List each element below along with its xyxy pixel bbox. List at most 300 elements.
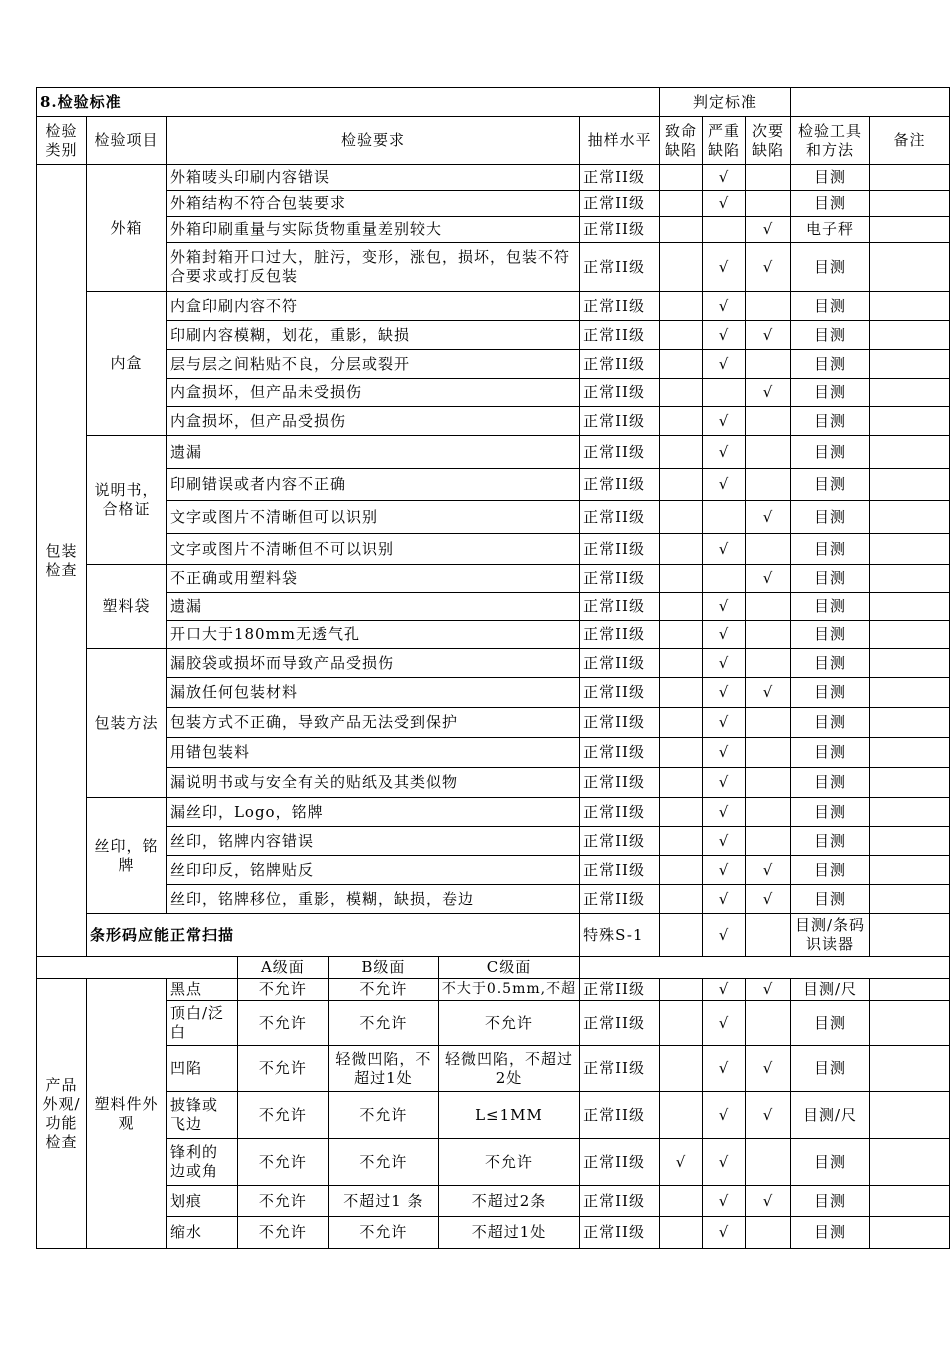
fatal-mark <box>660 243 703 292</box>
minor-mark: √ <box>746 321 791 350</box>
minor-mark: √ <box>746 217 791 243</box>
defect-cell: 划痕 <box>166 1186 237 1217</box>
fatal-mark <box>660 534 703 565</box>
sampling-cell: 正常II级 <box>580 885 660 914</box>
note-cell <box>869 191 949 217</box>
major-mark: √ <box>703 798 746 827</box>
header-requirement: 检验要求 <box>166 117 579 165</box>
tool-cell: 目测 <box>791 621 870 649</box>
surface-a-cell: 不允许 <box>237 1139 328 1186</box>
minor-mark: √ <box>746 1046 791 1092</box>
table-row <box>37 593 950 621</box>
fatal-mark <box>660 1092 703 1139</box>
note-cell <box>869 407 949 436</box>
table-row <box>37 885 950 914</box>
sampling-cell: 正常II级 <box>580 1186 660 1217</box>
header-note: 备注 <box>869 117 949 165</box>
sampling-cell: 正常II级 <box>580 1046 660 1092</box>
note-cell <box>869 1001 949 1046</box>
sampling-cell: 正常II级 <box>580 738 660 768</box>
fatal-mark <box>660 565 703 593</box>
requirement-cell: 内盒损坏，但产品受损伤 <box>166 407 579 436</box>
surface-a-cell: 不允许 <box>237 979 328 1001</box>
defect-cell: 顶白/泛白 <box>166 1001 237 1046</box>
fatal-mark <box>660 885 703 914</box>
sampling-cell: 正常II级 <box>580 501 660 534</box>
requirement-cell: 漏说明书或与安全有关的贴纸及其类似物 <box>166 768 579 798</box>
tool-cell: 目测 <box>791 678 870 708</box>
minor-mark <box>746 1217 791 1249</box>
sampling-cell: 正常II级 <box>580 649 660 678</box>
note-cell <box>869 885 949 914</box>
major-mark: √ <box>703 1217 746 1249</box>
surface-c-cell: 轻微凹陷，不超过2处 <box>438 1046 579 1092</box>
surface-a-header: A级面 <box>237 957 328 979</box>
minor-mark <box>746 191 791 217</box>
surface-b-cell: 不允许 <box>328 1001 438 1046</box>
major-mark: √ <box>703 165 746 191</box>
minor-mark: √ <box>746 1092 791 1139</box>
surface-a-cell: 不允许 <box>237 1046 328 1092</box>
fatal-mark <box>660 678 703 708</box>
tool-cell: 目测 <box>791 1001 870 1046</box>
note-cell <box>869 379 949 407</box>
tool-cell: 目测 <box>791 292 870 321</box>
defect-cell: 缩水 <box>166 1217 237 1249</box>
minor-mark <box>746 738 791 768</box>
major-mark: √ <box>703 436 746 469</box>
table-row <box>37 678 950 708</box>
major-mark: √ <box>703 914 746 957</box>
requirement-cell: 外箱印刷重量与实际货物重量差别较大 <box>166 217 579 243</box>
minor-mark <box>746 593 791 621</box>
tool-cell: 目测 <box>791 593 870 621</box>
major-mark: √ <box>703 708 746 738</box>
item-outer-box: 外箱 <box>86 165 166 292</box>
defect-cell: 披锋或飞边 <box>166 1092 237 1139</box>
note-cell <box>869 1139 949 1186</box>
sampling-cell: 正常II级 <box>580 1001 660 1046</box>
note-cell <box>869 798 949 827</box>
surface-b-cell: 不允许 <box>328 1139 438 1186</box>
major-mark: √ <box>703 1001 746 1046</box>
table-row <box>37 1186 950 1217</box>
surface-c-cell: 不大于0.5mm,不超 <box>438 979 579 1001</box>
tool-cell: 目测 <box>791 1139 870 1186</box>
header-category: 检验类别 <box>37 117 87 165</box>
tool-cell: 目测 <box>791 1046 870 1092</box>
fatal-mark <box>660 1217 703 1249</box>
tool-cell: 电子秤 <box>791 217 870 243</box>
minor-mark <box>746 292 791 321</box>
minor-mark <box>746 768 791 798</box>
requirement-cell: 层与层之间粘贴不良，分层或裂开 <box>166 350 579 379</box>
fatal-mark <box>660 708 703 738</box>
major-mark <box>703 379 746 407</box>
sampling-cell: 正常II级 <box>580 350 660 379</box>
major-mark: √ <box>703 350 746 379</box>
item-plastic-part: 塑料件外观 <box>86 979 166 1249</box>
sampling-cell: 正常II级 <box>580 768 660 798</box>
fatal-mark <box>660 621 703 649</box>
note-cell <box>869 738 949 768</box>
tool-cell: 目测 <box>791 1217 870 1249</box>
empty-header-cell <box>791 88 950 117</box>
sampling-cell: 正常II级 <box>580 827 660 856</box>
table-row <box>37 768 950 798</box>
tool-cell: 目测 <box>791 885 870 914</box>
major-mark: √ <box>703 768 746 798</box>
header-major: 严重缺陷 <box>703 117 746 165</box>
table-row <box>37 649 950 678</box>
tool-cell: 目测 <box>791 565 870 593</box>
minor-mark <box>746 165 791 191</box>
minor-mark <box>746 708 791 738</box>
table-row <box>37 469 950 501</box>
major-mark: √ <box>703 856 746 885</box>
fatal-mark <box>660 979 703 1001</box>
surface-b-cell: 不超过1 条 <box>328 1186 438 1217</box>
table-row <box>37 165 950 191</box>
fatal-mark <box>660 649 703 678</box>
requirement-cell: 丝印，铭牌内容错误 <box>166 827 579 856</box>
table-row <box>37 565 950 593</box>
fatal-mark <box>660 191 703 217</box>
sampling-cell: 正常II级 <box>580 708 660 738</box>
major-mark <box>703 501 746 534</box>
major-mark: √ <box>703 1139 746 1186</box>
tool-cell: 目测 <box>791 321 870 350</box>
fatal-mark <box>660 379 703 407</box>
table-row <box>37 292 950 321</box>
sampling-cell: 正常II级 <box>580 621 660 649</box>
table-row <box>37 534 950 565</box>
table-row <box>37 827 950 856</box>
note-cell <box>869 768 949 798</box>
major-mark: √ <box>703 1046 746 1092</box>
tool-cell: 目测 <box>791 350 870 379</box>
note-cell <box>869 621 949 649</box>
surface-a-cell: 不允许 <box>237 1092 328 1139</box>
note-cell <box>869 217 949 243</box>
table-row <box>37 501 950 534</box>
fatal-mark <box>660 1001 703 1046</box>
header-item: 检验项目 <box>86 117 166 165</box>
header-minor: 次要缺陷 <box>746 117 791 165</box>
table-row <box>37 856 950 885</box>
fatal-mark <box>660 321 703 350</box>
tool-cell: 目测 <box>791 738 870 768</box>
note-cell <box>869 914 949 957</box>
note-cell <box>869 292 949 321</box>
note-cell <box>869 501 949 534</box>
note-cell <box>869 979 949 1001</box>
sampling-cell: 正常II级 <box>580 469 660 501</box>
note-cell <box>869 1186 949 1217</box>
sampling-cell: 正常II级 <box>580 407 660 436</box>
major-mark: √ <box>703 292 746 321</box>
tool-cell: 目测 <box>791 165 870 191</box>
fatal-mark <box>660 217 703 243</box>
minor-mark <box>746 798 791 827</box>
sampling-cell: 正常II级 <box>580 165 660 191</box>
tool-cell: 目测/尺 <box>791 1092 870 1139</box>
note-cell <box>869 321 949 350</box>
minor-mark <box>746 621 791 649</box>
tool-cell: 目测/条码识读器 <box>791 914 870 957</box>
requirement-cell: 印刷错误或者内容不正确 <box>166 469 579 501</box>
note-cell <box>869 649 949 678</box>
sampling-cell: 正常II级 <box>580 565 660 593</box>
tool-cell: 目测 <box>791 768 870 798</box>
fatal-mark <box>660 350 703 379</box>
requirement-cell: 用错包装料 <box>166 738 579 768</box>
table-body <box>37 88 950 1249</box>
sampling-cell: 正常II级 <box>580 1139 660 1186</box>
major-mark: √ <box>703 827 746 856</box>
note-cell <box>869 708 949 738</box>
sampling-cell: 正常II级 <box>580 1217 660 1249</box>
requirement-cell: 文字或图片不清晰但可以识别 <box>166 501 579 534</box>
major-mark: √ <box>703 885 746 914</box>
major-mark: √ <box>703 621 746 649</box>
table-row <box>37 798 950 827</box>
note-cell <box>869 350 949 379</box>
table-row <box>37 621 950 649</box>
surface-c-cell: 不允许 <box>438 1139 579 1186</box>
table-row <box>37 379 950 407</box>
table-row <box>37 191 950 217</box>
sampling-cell: 特殊S-1 <box>580 914 660 957</box>
empty-cell <box>580 957 950 979</box>
requirement-cell: 文字或图片不清晰但不可以识别 <box>166 534 579 565</box>
requirement-cell: 遗漏 <box>166 593 579 621</box>
tool-cell: 目测 <box>791 243 870 292</box>
note-cell <box>869 436 949 469</box>
requirement-cell: 内盒印刷内容不符 <box>166 292 579 321</box>
barcode-requirement: 条形码应能正常扫描 <box>86 914 579 957</box>
note-cell <box>869 165 949 191</box>
surface-a-cell: 不允许 <box>237 1186 328 1217</box>
surface-c-cell: 不允许 <box>438 1001 579 1046</box>
surface-c-header: C级面 <box>438 957 579 979</box>
surface-c-cell: L≤1MM <box>438 1092 579 1139</box>
tool-cell: 目测 <box>791 191 870 217</box>
sampling-cell: 正常II级 <box>580 534 660 565</box>
major-mark <box>703 217 746 243</box>
requirement-cell: 遗漏 <box>166 436 579 469</box>
requirement-cell: 漏丝印，Logo，铭牌 <box>166 798 579 827</box>
major-mark: √ <box>703 321 746 350</box>
requirement-cell: 漏放任何包装材料 <box>166 678 579 708</box>
fatal-mark <box>660 827 703 856</box>
tool-cell: 目测 <box>791 407 870 436</box>
major-mark: √ <box>703 191 746 217</box>
column-header-row <box>37 117 950 165</box>
sampling-cell: 正常II级 <box>580 292 660 321</box>
surface-b-header: B级面 <box>328 957 438 979</box>
major-mark: √ <box>703 738 746 768</box>
surface-b-cell: 不允许 <box>328 1092 438 1139</box>
inspection-standard-table <box>36 87 950 1249</box>
major-mark: √ <box>703 979 746 1001</box>
fatal-mark <box>660 1186 703 1217</box>
minor-mark: √ <box>746 501 791 534</box>
section-title-row <box>37 88 950 117</box>
table-row <box>37 1092 950 1139</box>
table-row <box>37 321 950 350</box>
surface-a-cell: 不允许 <box>237 1217 328 1249</box>
tool-cell: 目测 <box>791 856 870 885</box>
fatal-mark <box>660 768 703 798</box>
sampling-cell: 正常II级 <box>580 678 660 708</box>
requirement-cell: 内盒损坏，但产品未受损伤 <box>166 379 579 407</box>
surface-b-cell: 不允许 <box>328 979 438 1001</box>
major-mark: √ <box>703 593 746 621</box>
note-cell <box>869 1217 949 1249</box>
minor-mark <box>746 649 791 678</box>
minor-mark: √ <box>746 678 791 708</box>
note-cell <box>869 469 949 501</box>
requirement-cell: 丝印，铭牌移位，重影，模糊，缺损，卷边 <box>166 885 579 914</box>
major-mark <box>703 565 746 593</box>
table-row <box>37 350 950 379</box>
table-row <box>37 217 950 243</box>
requirement-cell: 印刷内容模糊，划花，重影，缺损 <box>166 321 579 350</box>
tool-cell: 目测 <box>791 1186 870 1217</box>
major-mark: √ <box>703 469 746 501</box>
surface-grade-row <box>37 957 950 979</box>
item-manual: 说明书，合格证 <box>86 436 166 565</box>
major-mark: √ <box>703 649 746 678</box>
barcode-row <box>37 914 950 957</box>
item-plastic-bag: 塑料袋 <box>86 565 166 649</box>
header-tool: 检验工具和方法 <box>791 117 870 165</box>
note-cell <box>869 565 949 593</box>
tool-cell: 目测 <box>791 379 870 407</box>
item-pack-method: 包装方法 <box>86 649 166 798</box>
fatal-mark <box>660 292 703 321</box>
section-title: 8.检验标准 <box>37 88 660 117</box>
item-silk-print: 丝印，铭牌 <box>86 798 166 914</box>
table-row <box>37 1217 950 1249</box>
minor-mark: √ <box>746 379 791 407</box>
table-row <box>37 436 950 469</box>
fatal-mark <box>660 738 703 768</box>
sampling-cell: 正常II级 <box>580 979 660 1001</box>
empty-cell <box>37 957 238 979</box>
surface-c-cell: 不超过2条 <box>438 1186 579 1217</box>
sampling-cell: 正常II级 <box>580 436 660 469</box>
note-cell <box>869 678 949 708</box>
sampling-cell: 正常II级 <box>580 191 660 217</box>
minor-mark <box>746 436 791 469</box>
fatal-mark <box>660 1046 703 1092</box>
header-fatal: 致命缺陷 <box>660 117 703 165</box>
requirement-cell: 不正确或用塑料袋 <box>166 565 579 593</box>
sampling-cell: 正常II级 <box>580 321 660 350</box>
note-cell <box>869 856 949 885</box>
minor-mark <box>746 534 791 565</box>
header-sampling: 抽样水平 <box>580 117 660 165</box>
tool-cell: 目测 <box>791 469 870 501</box>
minor-mark: √ <box>746 885 791 914</box>
requirement-cell: 外箱唛头印刷内容错误 <box>166 165 579 191</box>
fatal-mark <box>660 798 703 827</box>
fatal-mark <box>660 407 703 436</box>
requirement-cell: 开口大于180mm无透气孔 <box>166 621 579 649</box>
major-mark: √ <box>703 678 746 708</box>
tool-cell: 目测 <box>791 501 870 534</box>
tool-cell: 目测 <box>791 436 870 469</box>
category-appearance: 产品外观/功能检查 <box>37 979 87 1249</box>
sampling-cell: 正常II级 <box>580 593 660 621</box>
major-mark: √ <box>703 243 746 292</box>
minor-mark: √ <box>746 856 791 885</box>
requirement-cell: 外箱结构不符合包装要求 <box>166 191 579 217</box>
tool-cell: 目测 <box>791 827 870 856</box>
minor-mark <box>746 407 791 436</box>
minor-mark <box>746 1139 791 1186</box>
fatal-mark <box>660 436 703 469</box>
table-row <box>37 1139 950 1186</box>
fatal-mark <box>660 501 703 534</box>
table-row <box>37 708 950 738</box>
sampling-cell: 正常II级 <box>580 243 660 292</box>
defect-cell: 黑点 <box>166 979 237 1001</box>
minor-mark: √ <box>746 243 791 292</box>
tool-cell: 目测 <box>791 534 870 565</box>
judge-standard-header: 判定标准 <box>660 88 791 117</box>
tool-cell: 目测 <box>791 649 870 678</box>
tool-cell: 目测 <box>791 798 870 827</box>
requirement-cell: 丝印印反，铭牌贴反 <box>166 856 579 885</box>
minor-mark <box>746 350 791 379</box>
table-row <box>37 1046 950 1092</box>
note-cell <box>869 243 949 292</box>
note-cell <box>869 1046 949 1092</box>
requirement-cell: 外箱封箱开口过大，脏污，变形，涨包，损坏，包装不符合要求或打反包装 <box>166 243 579 292</box>
minor-mark: √ <box>746 979 791 1001</box>
minor-mark: √ <box>746 565 791 593</box>
sampling-cell: 正常II级 <box>580 1092 660 1139</box>
major-mark: √ <box>703 534 746 565</box>
table-row <box>37 738 950 768</box>
category-packaging: 包装检查 <box>37 165 87 957</box>
table-row <box>37 243 950 292</box>
requirement-cell: 漏胶袋或损坏而导致产品受损伤 <box>166 649 579 678</box>
fatal-mark <box>660 593 703 621</box>
minor-mark <box>746 1001 791 1046</box>
table-row <box>37 979 950 1001</box>
sampling-cell: 正常II级 <box>580 379 660 407</box>
defect-cell: 凹陷 <box>166 1046 237 1092</box>
sampling-cell: 正常II级 <box>580 856 660 885</box>
surface-a-cell: 不允许 <box>237 1001 328 1046</box>
note-cell <box>869 827 949 856</box>
minor-mark <box>746 469 791 501</box>
minor-mark: √ <box>746 1186 791 1217</box>
item-inner-box: 内盒 <box>86 292 166 436</box>
minor-mark <box>746 827 791 856</box>
surface-c-cell: 不超过1处 <box>438 1217 579 1249</box>
note-cell <box>869 534 949 565</box>
defect-cell: 锋利的边或角 <box>166 1139 237 1186</box>
minor-mark <box>746 914 791 957</box>
fatal-mark <box>660 469 703 501</box>
major-mark: √ <box>703 1186 746 1217</box>
surface-b-cell: 不允许 <box>328 1217 438 1249</box>
